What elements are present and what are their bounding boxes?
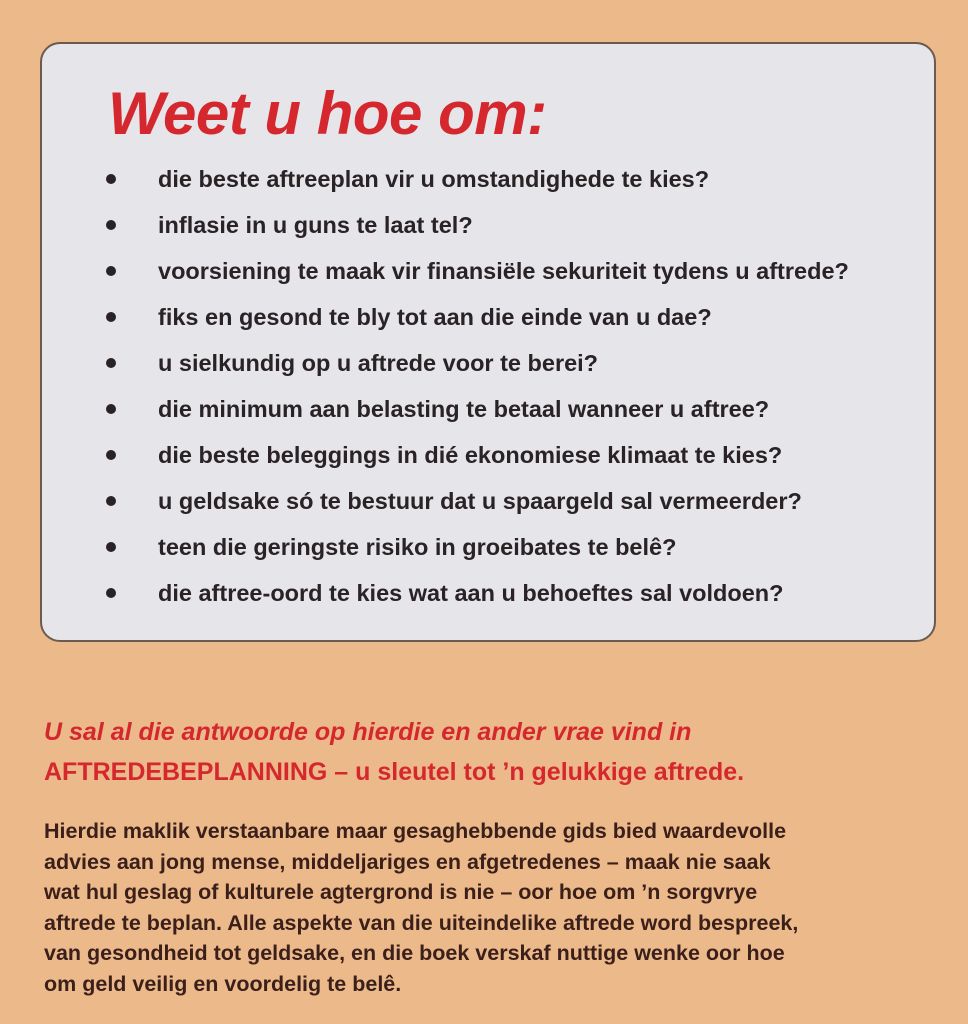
- question-list: [106, 156, 849, 616]
- question-text: die minimum aan belasting te betaal wanneer u aftree?: [158, 395, 770, 422]
- box-title: Weet u hoe om:: [108, 80, 547, 147]
- question-text: voorsiening te maak vir finansiële sekuriteit tydens u aftrede?: [158, 257, 849, 284]
- bullet-icon: [106, 174, 116, 184]
- list-item: [106, 202, 849, 248]
- bullet-icon: [106, 404, 116, 414]
- list-item: [106, 156, 849, 202]
- bullet-icon: [106, 312, 116, 322]
- list-item: [106, 294, 849, 340]
- bullet-icon: [106, 496, 116, 506]
- description-line: advies aan jong mense, middeljariges en afgetredenes – maak nie saak: [44, 849, 771, 874]
- list-item: [106, 478, 849, 524]
- question-text: u sielkundig op u aftrede voor te berei?: [158, 349, 599, 376]
- description-line: aftrede te beplan. Alle aspekte van die uiteindelike aftrede word bespreek,: [44, 910, 799, 935]
- questions-box: [40, 42, 936, 642]
- question-text: die beste beleggings in dié ekonomiese klimaat te kies?: [158, 441, 783, 468]
- book-title: AFTREDEBEPLANNING: [44, 758, 328, 786]
- bullet-icon: [106, 358, 116, 368]
- list-item: [106, 340, 849, 386]
- description-paragraph: [44, 816, 944, 999]
- list-item: [106, 432, 849, 478]
- question-text: fiks en gesond te bly tot aan die einde van u dae?: [158, 303, 712, 330]
- book-subtitle: – u sleutel tot ’n gelukkige aftrede.: [327, 758, 745, 786]
- question-text: die aftree-oord te kies wat aan u behoeftes sal voldoen?: [158, 579, 784, 606]
- description-line: om geld veilig en voordelig te belê.: [44, 971, 402, 996]
- question-text: teen die geringste risiko in groeibates te belê?: [158, 533, 677, 560]
- list-item: [106, 524, 849, 570]
- bullet-icon: [106, 450, 116, 460]
- bullet-icon: [106, 220, 116, 230]
- bullet-icon: [106, 542, 116, 552]
- description-line: wat hul geslag of kulturele agtergrond is nie – oor hoe om ’n sorgvrye: [44, 880, 758, 904]
- bullet-icon: [106, 588, 116, 598]
- question-text: die beste aftreeplan vir u omstandighede te kies?: [158, 165, 710, 192]
- list-item: [106, 248, 849, 294]
- description-line: Hierdie maklik verstaanbare maar gesaghebbende gids bied waardevolle: [44, 819, 787, 843]
- bullet-icon: [106, 266, 116, 276]
- list-item: [106, 570, 849, 616]
- question-text: inflasie in u guns te laat tel?: [158, 211, 473, 238]
- promo-book-line: [44, 752, 944, 792]
- list-item: [106, 386, 849, 432]
- question-text: u geldsake só te bestuur dat u spaargeld sal vermeerder?: [158, 487, 802, 514]
- description-line: van gesondheid tot geldsake, en die boek verskaf nuttige wenke oor hoe: [44, 941, 785, 965]
- promo-text: [44, 712, 944, 792]
- promo-intro: U sal al die antwoorde op hierdie en ander vrae vind in: [44, 718, 692, 746]
